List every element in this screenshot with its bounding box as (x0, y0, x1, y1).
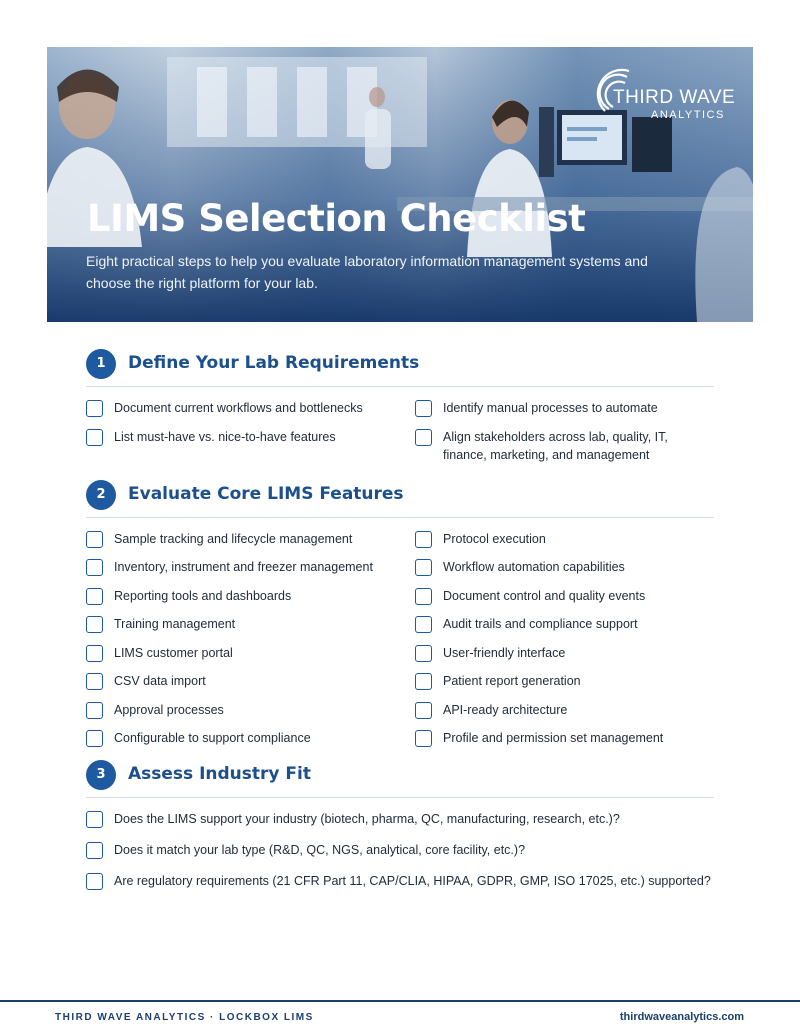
footer-brand: THIRD WAVE ANALYTICS · LOCKBOX LIMS (55, 1012, 314, 1023)
checklist-item-label: Does the LIMS support your industry (biotech, pharma, QC, manufacturing, research, etc.)? (114, 812, 620, 826)
checkbox[interactable] (415, 702, 432, 719)
checklist-item-label: Does it match your lab type (R&D, QC, NGS, analytical, core facility, etc.)? (114, 843, 526, 857)
checklist-item-label: Align stakeholders across lab, quality, IT, finance, marketing, and management (443, 430, 668, 462)
logo-wordmark: THIRD WAVE (613, 87, 736, 108)
section-industry-fit (86, 760, 714, 888)
checkbox[interactable] (86, 531, 103, 548)
checkbox[interactable] (415, 531, 432, 548)
checklist-item-label: Reporting tools and dashboards (114, 589, 292, 603)
checkbox[interactable] (415, 588, 432, 605)
page-title: LIMS Selection Checklist (87, 197, 586, 240)
checkbox[interactable] (86, 730, 103, 747)
section-divider (86, 386, 714, 387)
section-divider (86, 517, 714, 518)
checklist-item-label: CSV data import (114, 674, 206, 688)
checklist-item-label: Workflow automation capabilities (443, 560, 625, 574)
checklist-item-label: Identify manual processes to automate (443, 401, 658, 415)
checklist-item-label: User-friendly interface (443, 646, 566, 660)
footer-divider (0, 1000, 800, 1002)
checkbox[interactable] (86, 400, 103, 417)
page-subtitle: Eight practical steps to help you evaluate laboratory information management systems and choose the right platform for your lab. (86, 253, 648, 291)
checklist-item-label: Document control and quality events (443, 589, 646, 603)
checkbox[interactable] (415, 645, 432, 662)
section-title: Assess Industry Fit (128, 764, 311, 784)
section-number-badge: 3 (86, 760, 116, 790)
section-divider (86, 797, 714, 798)
checkbox[interactable] (86, 645, 103, 662)
checkbox[interactable] (86, 702, 103, 719)
section-title: Define Your Lab Requirements (128, 353, 420, 373)
checkbox[interactable] (86, 616, 103, 633)
third-wave-logo (595, 67, 745, 123)
checkbox[interactable] (415, 673, 432, 690)
checklist-item-label: Are regulatory requirements (21 CFR Part 11, CAP/CLIA, HIPAA, GDPR, GMP, ISO 17025, etc.) supported? (114, 874, 711, 888)
checkbox[interactable] (415, 559, 432, 576)
section-header (86, 349, 714, 379)
hero-banner (47, 47, 753, 322)
checklist-item-label: Approval processes (114, 703, 224, 717)
checklist-item-label: Training management (114, 617, 236, 631)
checklist-item-label: API-ready architecture (443, 703, 568, 717)
checklist-item-label: Profile and permission set management (443, 731, 664, 745)
checkbox[interactable] (415, 616, 432, 633)
checklist-item-label: List must-have vs. nice-to-have features (114, 430, 336, 444)
checkbox[interactable] (86, 811, 103, 828)
checkbox[interactable] (86, 588, 103, 605)
checkbox[interactable] (86, 873, 103, 890)
checklist-item-label: Sample tracking and lifecycle management (114, 532, 353, 546)
section-header (86, 480, 714, 510)
logo-subwordmark: ANALYTICS (651, 109, 725, 121)
checklist-item-label: Inventory, instrument and freezer management (114, 560, 373, 574)
section-define-requirements (86, 349, 714, 462)
section-header (86, 760, 714, 790)
checkbox[interactable] (415, 400, 432, 417)
checklist-item-label: Audit trails and compliance support (443, 617, 638, 631)
footer-website-link[interactable]: thirdwaveanalytics.com (619, 1011, 744, 1023)
checklist-item-label: Patient report generation (443, 674, 581, 688)
checkbox[interactable] (86, 559, 103, 576)
section-title: Evaluate Core LIMS Features (128, 484, 404, 504)
checklist-item-label: Configurable to support compliance (114, 731, 311, 745)
checkbox[interactable] (415, 429, 432, 446)
checkbox[interactable] (86, 429, 103, 446)
checklist-item-label: Document current workflows and bottlenecks (114, 401, 363, 415)
section-core-features (86, 480, 714, 745)
section-number-badge: 2 (86, 480, 116, 510)
section-number-badge: 1 (86, 349, 116, 379)
checkbox[interactable] (86, 673, 103, 690)
checklist-item-label: LIMS customer portal (114, 646, 233, 660)
checkbox[interactable] (415, 730, 432, 747)
checkbox[interactable] (86, 842, 103, 859)
checklist-item-label: Protocol execution (443, 532, 546, 546)
